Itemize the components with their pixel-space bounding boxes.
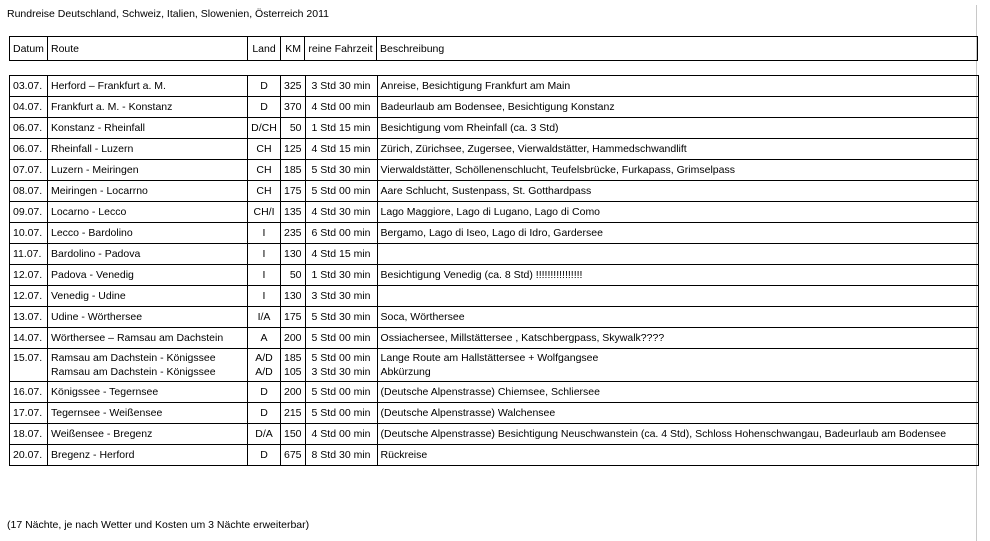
- row-date: 08.07.: [10, 181, 48, 202]
- row-description: (Deutsche Alpenstrasse) Walchensee: [377, 403, 978, 424]
- row-time: 4 Std 15 min: [305, 139, 377, 160]
- row-land: I: [248, 286, 281, 307]
- row-description: Anreise, Besichtigung Frankfurt am Main: [377, 76, 978, 97]
- header-land: Land: [248, 37, 281, 61]
- time-option-short: 3 Std 30 min: [311, 366, 371, 378]
- row-date: 07.07.: [10, 160, 48, 181]
- footer-note: (17 Nächte, je nach Wetter und Kosten um 3 Nächte erweiterbar): [7, 519, 310, 531]
- row-description: Zürich, Zürichsee, Zugersee, Vierwaldstätter, Hammedschwandlift: [377, 139, 978, 160]
- land-option-long: A/D: [255, 352, 273, 364]
- row-time: 3 Std 30 min: [305, 286, 377, 307]
- row-date: 17.07.: [10, 403, 48, 424]
- table-row: [10, 244, 979, 265]
- row-time: 4 Std 15 min: [305, 244, 377, 265]
- row-description: [377, 286, 978, 307]
- row-km: [281, 349, 306, 382]
- row-time: 4 Std 00 min: [305, 424, 377, 445]
- row-route: Frankfurt a. M. - Konstanz: [48, 97, 248, 118]
- table-row: [10, 223, 979, 244]
- row-time: 5 Std 30 min: [305, 307, 377, 328]
- row-date: 10.07.: [10, 223, 48, 244]
- table-row: [10, 118, 979, 139]
- table-row: [10, 403, 979, 424]
- row-km: 130: [281, 244, 306, 265]
- table-row: [10, 181, 979, 202]
- table-row: [10, 382, 979, 403]
- row-time: 4 Std 30 min: [305, 202, 377, 223]
- km-option-long: 185: [284, 352, 302, 364]
- row-time: [305, 349, 377, 382]
- table-row: [10, 76, 979, 97]
- header-route: Route: [48, 37, 248, 61]
- table-row: [10, 202, 979, 223]
- row-land: D: [248, 76, 281, 97]
- row-km: 675: [281, 445, 306, 466]
- row-date: 03.07.: [10, 76, 48, 97]
- table-row: [10, 286, 979, 307]
- row-route: Venedig - Udine: [48, 286, 248, 307]
- row-route: Königssee - Tegernsee: [48, 382, 248, 403]
- row-date: 15.07.: [10, 349, 48, 382]
- row-time: 5 Std 30 min: [305, 160, 377, 181]
- row-date: 06.07.: [10, 139, 48, 160]
- row-time: 6 Std 00 min: [305, 223, 377, 244]
- row-km: 50: [281, 265, 306, 286]
- row-route: Bardolino - Padova: [48, 244, 248, 265]
- table-row: [10, 328, 979, 349]
- header-km: KM: [281, 37, 305, 61]
- row-date: 06.07.: [10, 118, 48, 139]
- row-date: 13.07.: [10, 307, 48, 328]
- row-description: Aare Schlucht, Sustenpass, St. Gotthardpass: [377, 181, 978, 202]
- row-description: (Deutsche Alpenstrasse) Chiemsee, Schliersee: [377, 382, 978, 403]
- row-route: Lecco - Bardolino: [48, 223, 248, 244]
- itinerary-table: [9, 75, 979, 466]
- row-date: 12.07.: [10, 265, 48, 286]
- row-route: Locarno - Lecco: [48, 202, 248, 223]
- table-row: [10, 265, 979, 286]
- row-km: 130: [281, 286, 306, 307]
- row-description: Besichtigung Venedig (ca. 8 Std) !!!!!!!!!!!!!!!!: [377, 265, 978, 286]
- desc-option-short: Abkürzung: [380, 366, 431, 378]
- row-route: Rheinfall - Luzern: [48, 139, 248, 160]
- km-option-short: 105: [284, 366, 302, 378]
- row-route: Padova - Venedig: [48, 265, 248, 286]
- row-route: Bregenz - Herford: [48, 445, 248, 466]
- row-km: 175: [281, 307, 306, 328]
- row-route: Meiringen - Locarrno: [48, 181, 248, 202]
- row-time: 4 Std 00 min: [305, 97, 377, 118]
- table-row: [10, 139, 979, 160]
- row-km: 175: [281, 181, 306, 202]
- document-title: Rundreise Deutschland, Schweiz, Italien, Slowenien, Österreich 2011: [7, 8, 329, 20]
- row-km: 125: [281, 139, 306, 160]
- row-land: I: [248, 223, 281, 244]
- row-land: CH: [248, 160, 281, 181]
- row-description: Vierwaldstätter, Schöllenenschlucht, Teufelsbrücke, Furkapass, Grimselpass: [377, 160, 978, 181]
- row-date: 14.07.: [10, 328, 48, 349]
- row-description: [377, 244, 978, 265]
- row-land: CH/I: [248, 202, 281, 223]
- table-row: [10, 445, 979, 466]
- row-time: 5 Std 00 min: [305, 181, 377, 202]
- route-option-long: Ramsau am Dachstein - Königssee: [51, 352, 216, 364]
- row-date: 18.07.: [10, 424, 48, 445]
- row-route: Luzern - Meiringen: [48, 160, 248, 181]
- header-date: Datum: [10, 37, 48, 61]
- row-route: Weißensee - Bregenz: [48, 424, 248, 445]
- row-land: D: [248, 382, 281, 403]
- row-km: 215: [281, 403, 306, 424]
- row-description: Lago Maggiore, Lago di Lugano, Lago di Como: [377, 202, 978, 223]
- row-time: 5 Std 00 min: [305, 382, 377, 403]
- row-date: 16.07.: [10, 382, 48, 403]
- row-km: 325: [281, 76, 306, 97]
- row-time: 3 Std 30 min: [305, 76, 377, 97]
- row-land: CH: [248, 139, 281, 160]
- table-row: [10, 307, 979, 328]
- row-time: 5 Std 00 min: [305, 403, 377, 424]
- row-km: 135: [281, 202, 306, 223]
- row-time: 8 Std 30 min: [305, 445, 377, 466]
- row-km: 150: [281, 424, 306, 445]
- desc-option-long: Lange Route am Hallstättersee + Wolfgangsee: [380, 352, 599, 364]
- row-description: [377, 349, 978, 382]
- row-km: 200: [281, 382, 306, 403]
- row-km: 235: [281, 223, 306, 244]
- row-land: D/A: [248, 424, 281, 445]
- header-table: [9, 36, 978, 61]
- row-description: Badeurlaub am Bodensee, Besichtigung Konstanz: [377, 97, 978, 118]
- row-description: (Deutsche Alpenstrasse) Besichtigung Neuschwanstein (ca. 4 Std), Schloss Hohenschwangau, Badeurlaub am Bodensee: [377, 424, 978, 445]
- table-row: [10, 349, 979, 382]
- row-land: I/A: [248, 307, 281, 328]
- row-date: 11.07.: [10, 244, 48, 265]
- row-land: I: [248, 265, 281, 286]
- row-km: 50: [281, 118, 306, 139]
- row-route: Tegernsee - Weißensee: [48, 403, 248, 424]
- row-route: Konstanz - Rheinfall: [48, 118, 248, 139]
- row-route: Herford – Frankfurt a. M.: [48, 76, 248, 97]
- row-time: 5 Std 00 min: [305, 328, 377, 349]
- row-date: 12.07.: [10, 286, 48, 307]
- row-description: Rückreise: [377, 445, 978, 466]
- row-km: 185: [281, 160, 306, 181]
- row-time: 1 Std 15 min: [305, 118, 377, 139]
- row-land: D/CH: [248, 118, 281, 139]
- row-description: Soca, Wörthersee: [377, 307, 978, 328]
- row-land: [248, 349, 281, 382]
- row-date: 20.07.: [10, 445, 48, 466]
- route-option-short: Ramsau am Dachstein - Königssee: [51, 366, 216, 378]
- row-land: A: [248, 328, 281, 349]
- row-route: Wörthersee – Ramsau am Dachstein: [48, 328, 248, 349]
- row-land: CH: [248, 181, 281, 202]
- row-land: D: [248, 403, 281, 424]
- row-description: Besichtigung vom Rheinfall (ca. 3 Std): [377, 118, 978, 139]
- table-row: [10, 160, 979, 181]
- row-route: [48, 349, 248, 382]
- row-time: 1 Std 30 min: [305, 265, 377, 286]
- header-description: Beschreibung: [377, 37, 978, 61]
- header-row: [10, 37, 978, 61]
- table-row: [10, 424, 979, 445]
- row-route: Udine - Wörthersee: [48, 307, 248, 328]
- land-option-short: A/D: [255, 366, 273, 378]
- header-time: reine Fahrzeit: [305, 37, 377, 61]
- row-land: I: [248, 244, 281, 265]
- row-land: D: [248, 445, 281, 466]
- row-km: 200: [281, 328, 306, 349]
- time-option-long: 5 Std 00 min: [311, 352, 371, 364]
- row-land: D: [248, 97, 281, 118]
- row-description: Ossiachersee, Millstättersee , Katschbergpass, Skywalk????: [377, 328, 978, 349]
- table-row: [10, 97, 979, 118]
- row-date: 09.07.: [10, 202, 48, 223]
- row-description: Bergamo, Lago di Iseo, Lago di Idro, Gardersee: [377, 223, 978, 244]
- row-km: 370: [281, 97, 306, 118]
- row-date: 04.07.: [10, 97, 48, 118]
